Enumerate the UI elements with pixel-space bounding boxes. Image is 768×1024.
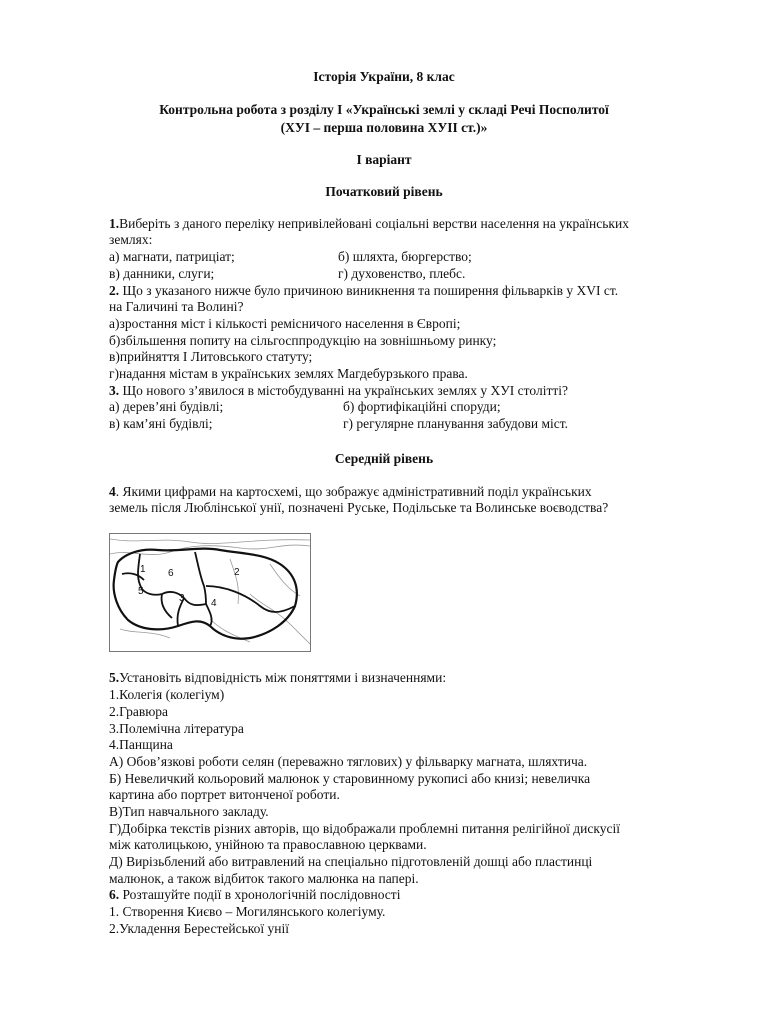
- document-title: Історія України, 8 клас: [313, 69, 455, 84]
- question-4-text-cont: земель після Люблінської унії, позначені Руське, Подільське та Волинське воєводства?: [109, 500, 609, 515]
- q1-option-v: в) данники, слуги;: [109, 266, 215, 281]
- question-4-text: . Якими цифрами на картосхемі, що зображує адміністративний поділ українських: [115, 484, 592, 499]
- question-2-number: 2.: [109, 283, 120, 298]
- question-5-text: Установіть відповідність між поняттями і визначеннями:: [119, 670, 447, 685]
- map-scheme: [109, 533, 311, 652]
- question-1-number: 1.: [109, 216, 120, 231]
- question-1: [109, 216, 629, 232]
- variant-heading: І варіант: [356, 152, 412, 167]
- q2-option-a: а)зростання міст і кількості ремісничого населення в Європі;: [109, 316, 461, 331]
- map-label-1: 1: [140, 564, 146, 575]
- question-1-text: Виберіть з даного переліку непривілейовані соціальні верстви населення на українських: [119, 216, 629, 231]
- question-6-text: Розташуйте події в хронологічній послідовності: [119, 887, 401, 902]
- map-label-2: 2: [234, 567, 240, 578]
- q3-option-b: б) фортифікаційні споруди;: [343, 399, 501, 414]
- q3-option-v: в) кам’яні будівлі;: [109, 416, 213, 431]
- q5-definition-v: В)Тип навчального закладу.: [109, 804, 269, 819]
- q6-item-1: 1. Створення Києво – Могилянського колегіуму.: [109, 904, 386, 919]
- test-title-line2: (ХУІ – перша половина ХУІІ ст.)»: [280, 120, 488, 135]
- q5-term-3: 3.Полемічна література: [109, 721, 244, 736]
- q1-option-a: а) магнати, патриціат;: [109, 249, 235, 264]
- map-label-6: 6: [168, 568, 174, 579]
- q5-definition-b: Б) Невеличкий кольоровий малюнок у старовинному рукописі або книзі; невеличка: [109, 771, 591, 786]
- q5-definition-g-cont: між католицькою, унійною та православною церквами.: [109, 837, 427, 852]
- question-3-number: 3.: [109, 383, 120, 398]
- q5-term-2: 2.Гравюра: [109, 704, 169, 719]
- map-svg: [110, 534, 310, 651]
- question-2-text: Що з указаного нижче було причиною виникнення та поширення фільварків у XVI ст.: [119, 283, 619, 298]
- q5-definition-g: Г)Добірка текстів різних авторів, що відображали проблемні питання релігійної дискусії: [109, 821, 620, 836]
- q3-option-a: а) дерев’яні будівлі;: [109, 399, 224, 414]
- q5-definition-d-cont: малюнок, а також відбиток такого малюнка на папері.: [109, 871, 419, 886]
- section-middle-heading: Середній рівень: [334, 451, 434, 466]
- question-6: [109, 887, 400, 903]
- section-initial-heading: Початковий рівень: [325, 184, 443, 199]
- map-label-3: 3: [179, 593, 185, 604]
- map-label-5: 5: [138, 586, 144, 597]
- question-4-number: 4: [109, 484, 116, 499]
- q6-item-2: 2.Укладення Берестейської унії: [109, 921, 289, 936]
- q2-option-v: в)прийняття І Литовського статуту;: [109, 349, 313, 364]
- q5-term-1: 1.Колегія (колегіум): [109, 687, 225, 702]
- q1-option-g: г) духовенство, плебс.: [338, 266, 466, 281]
- question-2: [109, 283, 618, 299]
- question-4: [109, 484, 592, 500]
- question-3: [109, 383, 568, 399]
- question-5-number: 5.: [109, 670, 120, 685]
- question-1-text-cont: землях:: [109, 232, 153, 247]
- q5-definition-a: А) Обов’язкові роботи селян (переважно тяглових) у фільварку магната, шляхтича.: [109, 754, 588, 769]
- q5-definition-b-cont: картина або портрет витонченої роботи.: [109, 787, 340, 802]
- q2-option-g: г)надання містам в українських землях Магдебурзького права.: [109, 366, 468, 381]
- q1-option-b: б) шляхта, бюргерство;: [338, 249, 472, 264]
- question-3-text: Що нового з’явилося в містобудуванні на українських землях у ХУІ столітті?: [119, 383, 568, 398]
- q5-definition-d: Д) Вирізьблений або витравлений на спеціально підготовленій дошці або пластинці: [109, 854, 593, 869]
- question-5: [109, 670, 446, 686]
- test-title-line1: Контрольна робота з розділу І «Українські землі у складі Речі Посполитої: [159, 102, 609, 117]
- q5-term-4: 4.Панщина: [109, 737, 173, 752]
- q3-option-g: г) регулярне планування забудови міст.: [343, 416, 568, 431]
- question-2-text-cont: на Галичині та Волині?: [109, 299, 244, 314]
- map-label-4: 4: [211, 598, 217, 609]
- question-6-number: 6.: [109, 887, 120, 902]
- q2-option-b: б)збільшення попиту на сільгосппродукцію на зовнішньому ринку;: [109, 333, 497, 348]
